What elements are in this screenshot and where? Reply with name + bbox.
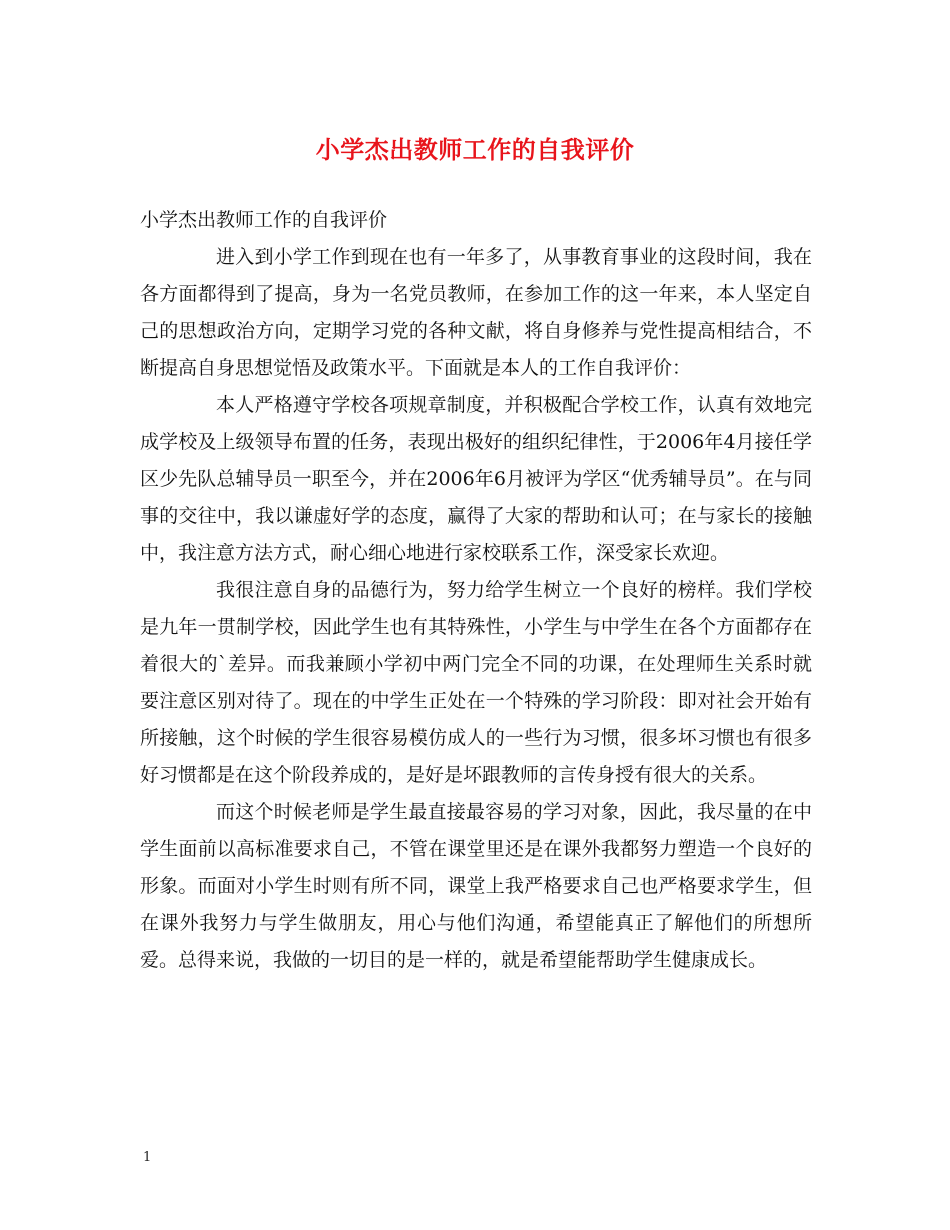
page-number: 1: [143, 1150, 152, 1165]
document-body: [140, 202, 812, 979]
paragraph-3: 我很注意自身的品德行为，努力给学生树立一个良好的榜样。我们学校是九年一贯制学校，因此学生也有其特殊性，小学生与中学生在各个方面都存在着很大的`差异。而我兼顾小学初中两门完全不同的功课，在处理师生关系时就要注意区别对待了。现在的中学生正处在一个特殊的学习阶段：即对社会开始有所接触，这个时候的学生很容易模仿成人的一些行为习惯，很多坏习惯也有很多好习惯都是在这个阶段养成的，是好是坏跟教师的言传身授有很大的关系。: [140, 579, 812, 786]
paragraph-2: 本人严格遵守学校各项规章制度，并积极配合学校工作，认真有效地完成学校及上级领导布置的任务，表现出极好的组织纪律性，于2006年4月接任学区少先队总辅导员一职至今，并在2006年6月被评为学区“优秀辅导员”。在与同事的交往中，我以谦虚好学的态度，赢得了大家的帮助和认可；在与家长的接触中，我注意方法方式，耐心细心地进行家校联系工作，深受家长欢迎。: [140, 394, 812, 564]
document-subtitle: 小学杰出教师工作的自我评价: [140, 209, 388, 231]
document-title: 小学杰出教师工作的自我评价: [315, 135, 635, 164]
paragraph-4: 而这个时候老师是学生最直接最容易的学习对象，因此，我尽量的在中学生面前以高标准要求自己，不管在课堂里还是在课外我都努力塑造一个良好的形象。而面对小学生时则有所不同，课堂上我严格要求自己也严格要求学生，但在课外我努力与学生做朋友，用心与他们沟通，希望能真正了解他们的所想所爱。总得来说，我做的一切目的是一样的，就是希望能帮助学生健康成长。: [140, 801, 812, 971]
paragraph-1: 进入到小学工作到现在也有一年多了，从事教育事业的这段时间，我在各方面都得到了提高，身为一名党员教师，在参加工作的这一年来，本人坚定自己的思想政治方向，定期学习党的各种文献，将自身修养与党性提高相结合，不断提高自身思想觉悟及政策水平。下面就是本人的工作自我评价：: [140, 246, 812, 379]
